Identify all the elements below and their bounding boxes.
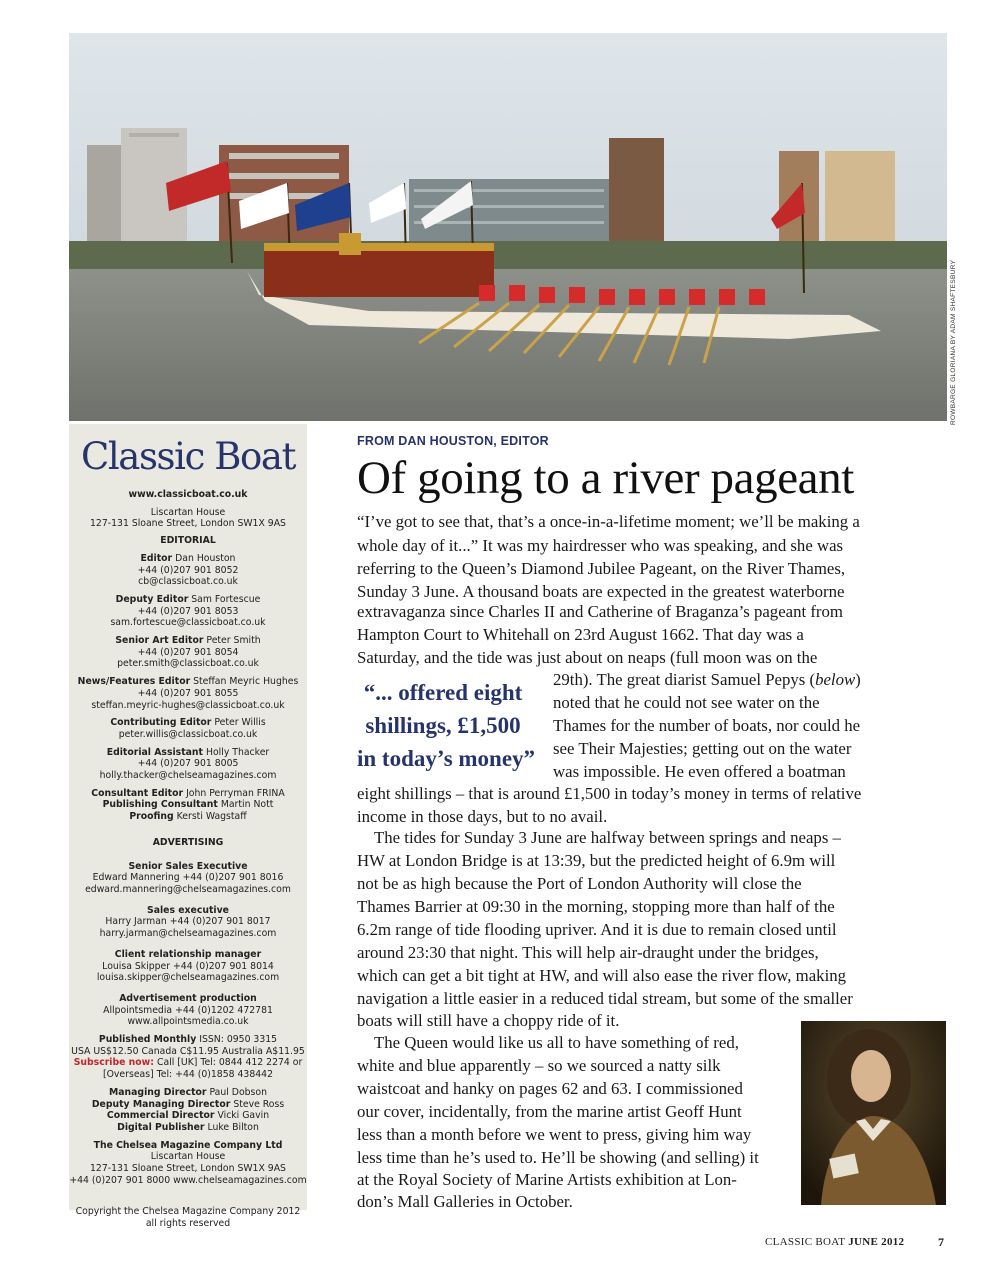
copyright: Copyright the Chelsea Magazine Company 2012 all rights reserved — [75, 1206, 301, 1230]
staff-name: Steve Ross — [233, 1098, 285, 1110]
staff-entry — [69, 747, 307, 782]
body-line: Thames for the number of boats, nor could he — [553, 716, 861, 735]
body-line: Saturday, and the tide was just about on neaps (full moon was on the — [357, 648, 818, 667]
company-address: 127-131 Sloane Street, London SW1X 9AS — [90, 1163, 286, 1175]
body-line: navigation a little easier in a reduced tidal stream, but some of the smaller — [357, 989, 853, 1008]
staff-phone: +44 (0)207 901 8054 — [137, 646, 239, 658]
ad-entry — [69, 949, 307, 984]
body-line: HW at London Bridge is at 13:39, but the predicted height of 6.9m will — [357, 851, 836, 870]
body-line: at the Royal Society of Marine Artists exhibition at Lon- — [357, 1170, 737, 1189]
footer-issue: JUNE 2012 — [848, 1236, 905, 1248]
body-line: 29th). The great diarist Samuel Pepys (below) — [553, 670, 861, 689]
body-line: income in those days, but to no avail. — [357, 807, 608, 826]
staff-name: Sam Fortescue — [191, 593, 261, 605]
staff-phone: +44 (0)207 901 8055 — [137, 687, 239, 699]
body-line: Thames Barrier at 09:30 in the morning, stopping more than half of the — [357, 897, 835, 916]
pull-quote: “... offered eight shillings, £1,500 in today’s money” — [357, 680, 536, 771]
body-line: less time than he’s used to. He’ll be showing (and selling) it — [357, 1148, 759, 1167]
staff-entry — [69, 553, 307, 588]
staff-role: Managing Director — [109, 1086, 207, 1098]
ad-title: Senior Sales Executive — [128, 860, 248, 872]
body-line: The tides for Sunday 3 June are halfway between springs and neaps – — [374, 828, 841, 847]
ad-phone: Allpointsmedia +44 (0)1202 472781 — [103, 1004, 273, 1016]
ad-title: Client relationship manager — [114, 948, 262, 960]
staff-role: Editor — [140, 552, 173, 564]
body-line: was impossible. He even offered a boatman — [553, 762, 846, 781]
staff-email[interactable]: peter.willis@classicboat.co.uk — [118, 728, 258, 740]
staff-role: Proofing — [129, 811, 174, 823]
body-line: boats will still have a choppy ride of it. — [357, 1011, 620, 1030]
staff-name: Paul Dobson — [209, 1086, 267, 1098]
body-line: whole day of it...” It was my hairdresser who was speaking, and she was — [357, 536, 844, 555]
staff-role: Senior Art Editor — [115, 635, 204, 647]
ad-entry — [69, 905, 307, 940]
page-title: Of going to a river pageant — [357, 452, 854, 504]
body-line: not be as high because the Port of London Authority will close the — [357, 874, 802, 893]
body-line: “I’ve got to see that, that’s a once-in-a-lifetime moment; we’ll be making a — [357, 512, 860, 531]
page-footer — [765, 1236, 904, 1248]
photo-credit: ROWBARGE GLORIANA BY ADAM SHAFTESBURY — [950, 259, 957, 425]
staff-name: Martin Nott — [220, 799, 274, 811]
company-name: The Chelsea Magazine Company Ltd — [93, 1139, 283, 1151]
company-contact: +44 (0)207 901 8000 www.chelseamagazines.com — [69, 1174, 307, 1186]
company-info — [69, 1140, 307, 1187]
staff-email[interactable]: sam.fortescue@classicboat.co.uk — [110, 617, 266, 629]
staff-entry — [69, 676, 307, 711]
address-line: Liscartan House — [150, 506, 226, 518]
ad-title: Advertisement production — [119, 992, 257, 1004]
ad-entry — [69, 993, 307, 1028]
staff-name: Holly Thacker — [205, 746, 270, 758]
ad-title: Sales executive — [147, 904, 229, 916]
staff-phone: +44 (0)207 901 8005 — [137, 758, 239, 770]
body-line: white and blue apparently – so we sourced a natty silk — [357, 1056, 721, 1075]
subscribe-label: Subscribe now: — [73, 1057, 154, 1069]
page-number: 7 — [938, 1235, 944, 1249]
staff-entry — [69, 635, 307, 670]
consultants — [69, 788, 307, 823]
published-label: Published Monthly — [98, 1034, 197, 1046]
staff-phone: +44 (0)207 901 8052 — [137, 564, 239, 576]
staff-email[interactable]: peter.smith@classicboat.co.uk — [117, 658, 259, 670]
staff-email[interactable]: steffan.meyric-hughes@classicboat.co.uk — [91, 699, 285, 711]
subscribe-phone-uk: Call [UK] Tel: 0844 412 2274 or — [156, 1057, 303, 1069]
body-line: referring to the Queen’s Diamond Jubilee Pageant, on the River Thames, — [357, 559, 846, 578]
body-line: 6.2m range of tide flooding upriver. And it is due to remain closed until — [357, 920, 837, 939]
staff-phone: +44 (0)207 901 8053 — [137, 605, 239, 617]
staff-role: Consultant Editor — [91, 787, 184, 799]
issn: ISSN: 0950 3315 — [199, 1034, 278, 1046]
staff-role: Editorial Assistant — [106, 746, 203, 758]
body-line: noted that he could not see water on the — [553, 693, 820, 712]
body-line: don’s Mall Galleries in October. — [357, 1192, 573, 1211]
website-link[interactable]: www.classicboat.co.uk — [128, 489, 248, 500]
body-line: our cover, incidentally, from the marine artist Geoff Hunt — [357, 1102, 742, 1121]
staff-name: Peter Willis — [214, 717, 266, 729]
classic-boat-logo: Classic Boat — [80, 435, 296, 478]
footer-magazine: CLASSIC BOAT — [765, 1236, 846, 1248]
staff-name: Peter Smith — [206, 635, 261, 647]
ad-email[interactable]: edward.mannering@chelseamagazines.com — [85, 883, 291, 895]
staff-name: John Perryman FRINA — [186, 787, 285, 799]
body-line: eight shillings – that is around £1,500 in today’s money in terms of relative — [357, 784, 862, 803]
company-address: Liscartan House — [150, 1151, 226, 1163]
body-line: see Their Majesties; getting out on the water — [553, 739, 852, 758]
samuel-pepys-portrait — [801, 1021, 946, 1205]
staff-role: Commercial Director — [106, 1110, 215, 1122]
body-line: The Queen would like us all to have something of red, — [374, 1033, 739, 1052]
body-line: less than a month before we went to press, giving him way — [357, 1125, 752, 1144]
body-line: Hampton Court to Whitehall on 23rd August 1662. That day was a — [357, 625, 804, 644]
management — [69, 1087, 307, 1134]
staff-name: Luke Bilton — [207, 1121, 259, 1133]
staff-name: Steffan Meyric Hughes — [193, 676, 299, 688]
author-kicker: FROM DAN HOUSTON, EDITOR — [357, 434, 549, 448]
staff-entry — [69, 717, 307, 740]
body-line: extravaganza since Charles II and Catherine of Braganza’s pageant from — [357, 602, 843, 621]
publication-info — [69, 1034, 307, 1081]
body-line: Sunday 3 June. A thousand boats are expected in the greatest waterborne — [357, 582, 845, 601]
body-line: around 23:30 that night. This will help air-draught under the bridges, — [357, 943, 819, 962]
ad-email[interactable]: harry.jarman@chelseamagazines.com — [99, 928, 277, 940]
prices: USA US$12.50 Canada C$11.95 Australia A$11.95 — [71, 1045, 305, 1057]
ad-phone: Edward Mannering +44 (0)207 901 8016 — [92, 872, 284, 884]
masthead-sidebar — [69, 424, 307, 1230]
address-line: 127-131 Sloane Street, London SW1X 9AS — [90, 518, 286, 530]
staff-role: Publishing Consultant — [102, 799, 218, 811]
ad-email[interactable]: louisa.skipper@chelseamagazines.com — [96, 972, 280, 984]
ad-phone: Harry Jarman +44 (0)207 901 8017 — [105, 916, 271, 928]
staff-name: Dan Houston — [175, 552, 236, 564]
staff-name: Kersti Wagstaff — [176, 811, 247, 823]
advertising-heading: ADVERTISING — [152, 836, 224, 848]
ad-entry — [69, 861, 307, 896]
staff-entry — [69, 594, 307, 629]
staff-role: Contributing Editor — [110, 717, 212, 729]
staff-role: Deputy Managing Director — [91, 1098, 231, 1110]
hero-photo — [69, 33, 947, 421]
body-line: waistcoat and hanky on pages 62 and 63. I commissioned — [357, 1079, 743, 1098]
staff-role: Digital Publisher — [117, 1121, 205, 1133]
staff-email[interactable]: holly.thacker@chelseamagazines.com — [99, 770, 277, 782]
staff-name: Vicki Gavin — [217, 1110, 270, 1122]
ad-website[interactable]: www.allpointsmedia.co.uk — [127, 1016, 249, 1028]
editorial-heading: EDITORIAL — [160, 535, 216, 547]
staff-role: News/Features Editor — [77, 676, 191, 688]
staff-role: Deputy Editor — [115, 593, 189, 605]
staff-email[interactable]: cb@classicboat.co.uk — [138, 576, 238, 588]
body-line: which can get a bit tight at HW, and will also ease the river flow, making — [357, 966, 847, 985]
subscribe-phone-overseas: [Overseas] Tel: +44 (0)1858 438442 — [102, 1069, 273, 1081]
ad-phone: Louisa Skipper +44 (0)207 901 8014 — [102, 960, 274, 972]
